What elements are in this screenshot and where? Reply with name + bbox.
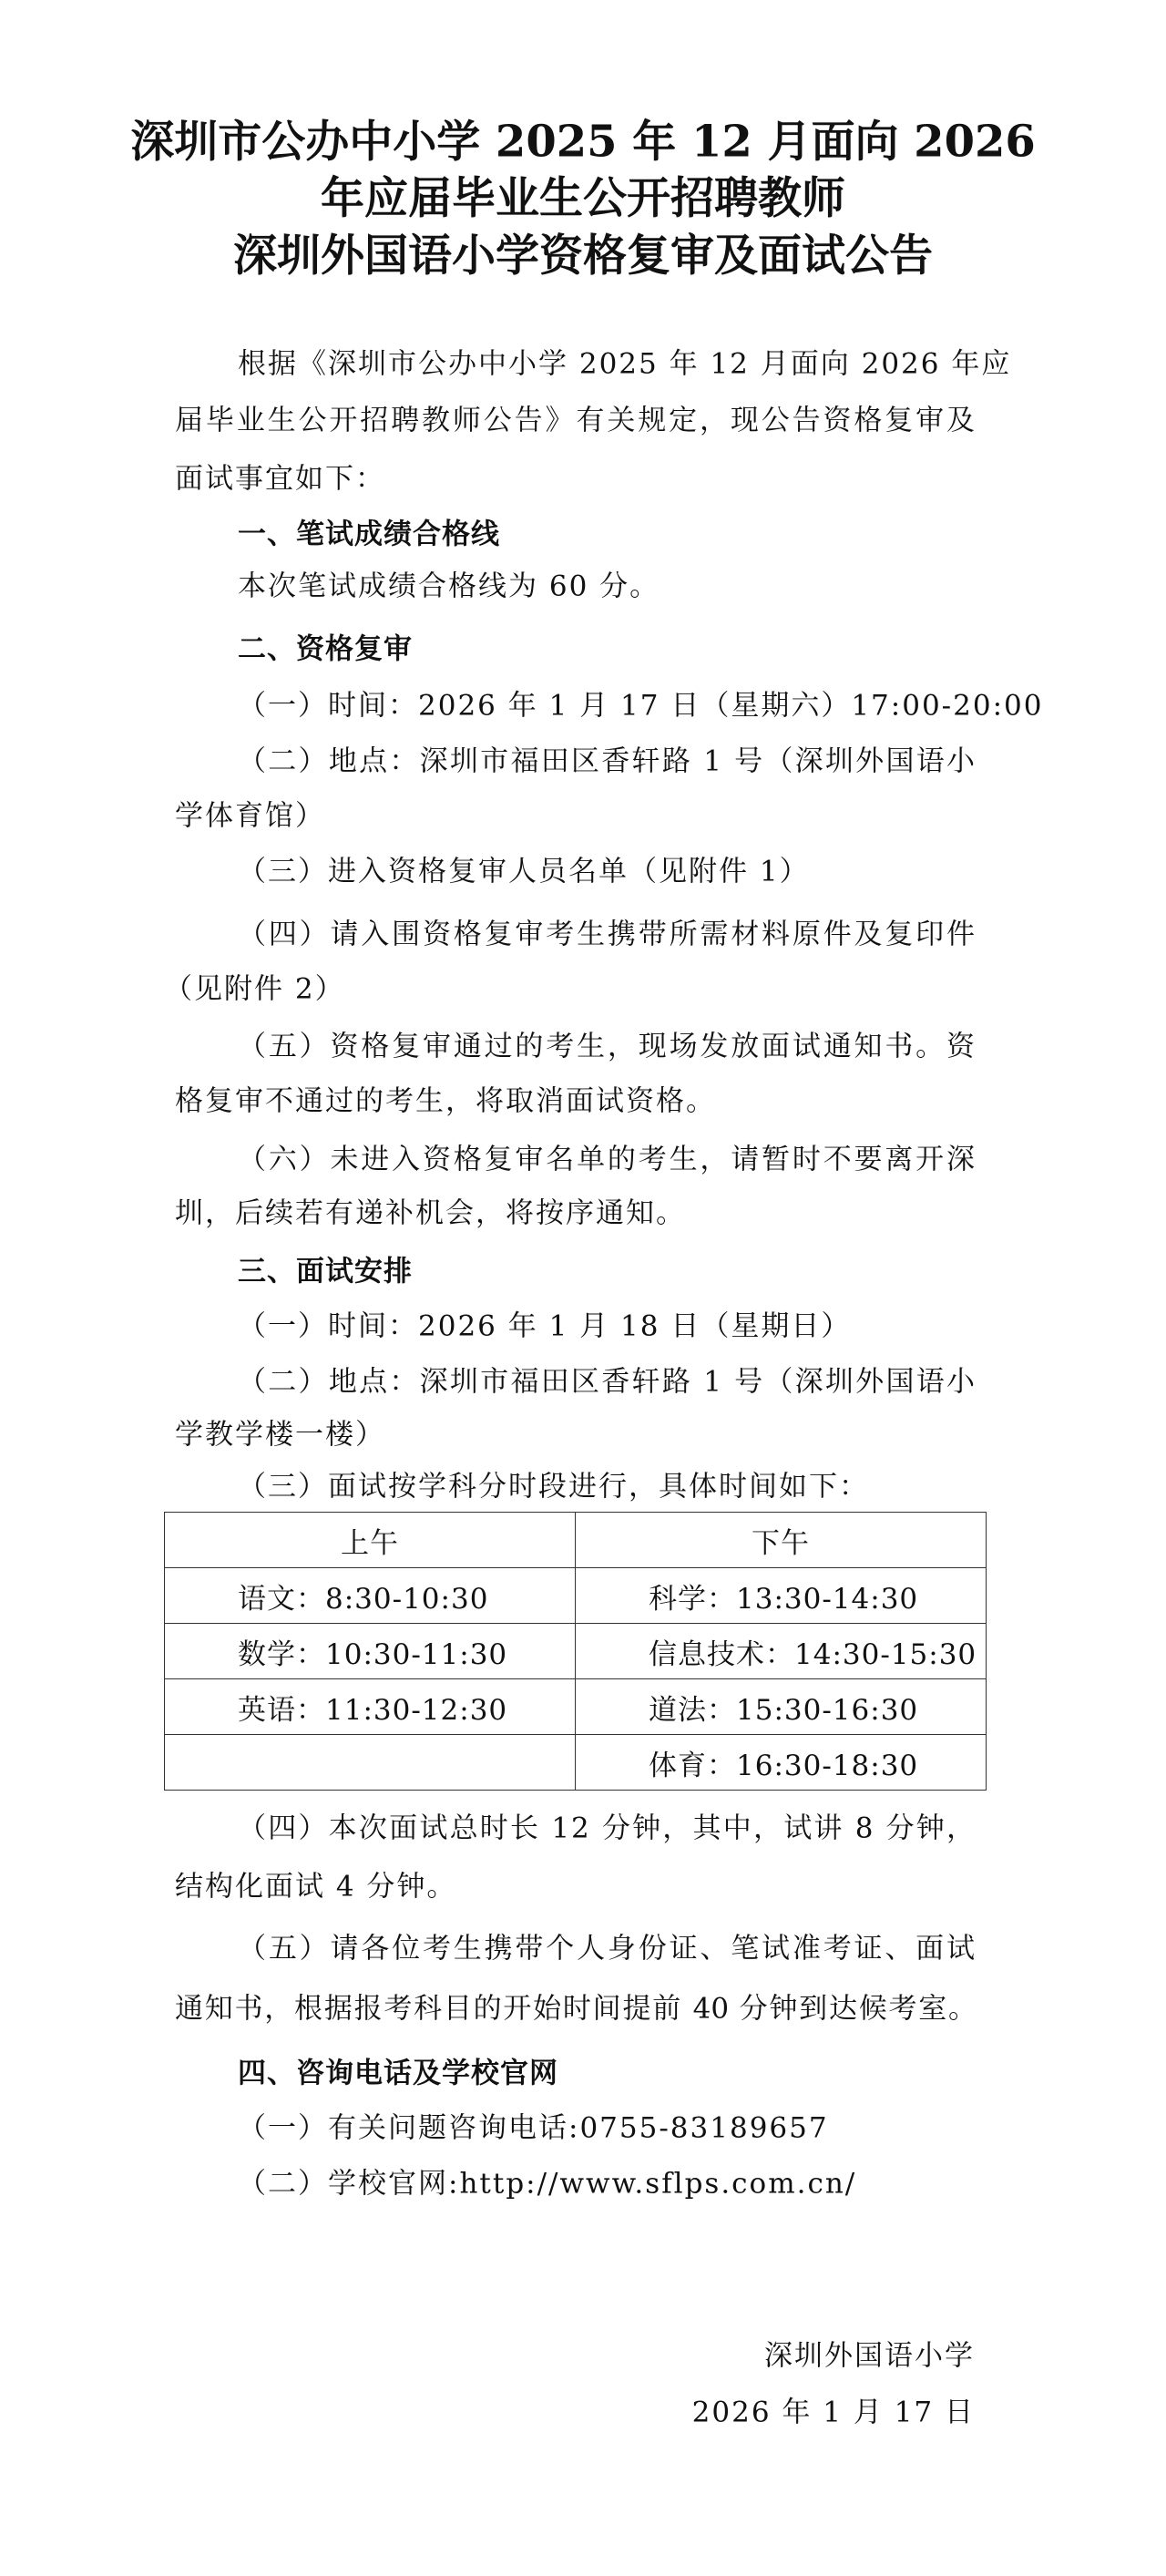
body-line: （六）未进入资格复审名单的考生，请暂时不要离开深 (238, 1143, 977, 1176)
body-line: 格复审不通过的考生，将取消面试资格。 (175, 1084, 716, 1118)
signature-date: 2026 年 1 月 17 日 (691, 2396, 975, 2429)
contact-phone: （一）有关问题咨询电话:0755-83189657 (238, 2111, 829, 2145)
section-heading: 二、资格复审 (238, 632, 413, 666)
section-heading: 三、面试安排 (238, 1255, 413, 1288)
header-morning: 上午 (165, 1513, 576, 1568)
body-line: （五）资格复审通过的考生，现场发放面试通知书。资 (238, 1030, 977, 1063)
table-row (165, 1679, 987, 1735)
body-line: 学教学楼一楼） (175, 1418, 385, 1452)
body-line: 结构化面试 4 分钟。 (175, 1870, 457, 1904)
body-line: （二）地点：深圳市福田区香轩路 1 号（深圳外国语小 (238, 744, 977, 778)
table-cell: 数学：10:30-11:30 (165, 1624, 576, 1679)
table-row (165, 1735, 987, 1791)
body-line: （四）本次面试总时长 12 分钟，其中，试讲 8 分钟， (238, 1811, 977, 1845)
body-line: （二）地点：深圳市福田区香轩路 1 号（深圳外国语小 (238, 1365, 977, 1399)
table-cell (165, 1735, 576, 1791)
body-line: （四）请入围资格复审考生携带所需材料原件及复印件 (238, 918, 977, 951)
table-cell: 英语：11:30-12:30 (165, 1679, 576, 1735)
body-line: （见附件 2） (164, 972, 345, 1006)
header-afternoon: 下午 (576, 1513, 987, 1568)
section-heading: 一、笔试成绩合格线 (238, 518, 500, 551)
signature-org: 深圳外国语小学 (764, 2339, 975, 2373)
table-cell: 体育：16:30-18:30 (576, 1735, 987, 1791)
table-row (165, 1624, 987, 1679)
table-cell: 信息技术：14:30-15:30 (576, 1624, 987, 1679)
body-line: （三）进入资格复审人员名单（见附件 1） (238, 855, 810, 888)
intro-line: 届毕业生公开招聘教师公告》有关规定，现公告资格复审及 (175, 404, 977, 437)
title-line: 深圳市公办中小学 2025 年 12 月面向 2026 (130, 116, 1036, 168)
body-line: 圳，后续若有递补机会，将按序通知。 (175, 1196, 686, 1230)
intro-line: 根据《深圳市公办中小学 2025 年 12 月面向 2026 年应 (238, 347, 1012, 381)
table-cell: 科学：13:30-14:30 (576, 1568, 987, 1624)
body-line: （一）时间：2026 年 1 月 17 日（星期六）17:00-20:00 (238, 689, 1044, 723)
interview-schedule-table (164, 1512, 987, 1791)
body-line: （三）面试按学科分时段进行，具体时间如下： (238, 1470, 869, 1504)
intro-line: 面试事宜如下： (175, 462, 385, 496)
body-line: （五）请各位考生携带个人身份证、笔试准考证、面试 (238, 1932, 977, 1965)
table-header-row (165, 1513, 987, 1568)
table-cell: 语文：8:30-10:30 (165, 1568, 576, 1624)
section-heading: 四、咨询电话及学校官网 (238, 2057, 558, 2090)
title-line: 深圳外国语小学资格复审及面试公告 (232, 230, 933, 282)
title-line: 年应届毕业生公开招聘教师 (320, 172, 845, 224)
body-line: （一）时间：2026 年 1 月 18 日（星期日） (238, 1309, 852, 1343)
school-website: （二）学校官网:http://www.sflps.com.cn/ (238, 2167, 857, 2201)
body-line: 通知书，根据报考科目的开始时间提前 40 分钟到达候考室。 (175, 1992, 977, 2026)
body-line: 本次笔试成绩合格线为 60 分。 (238, 570, 660, 603)
body-line: 学体育馆） (175, 799, 325, 833)
table-row (165, 1568, 987, 1624)
table-cell: 道法：15:30-16:30 (576, 1679, 987, 1735)
